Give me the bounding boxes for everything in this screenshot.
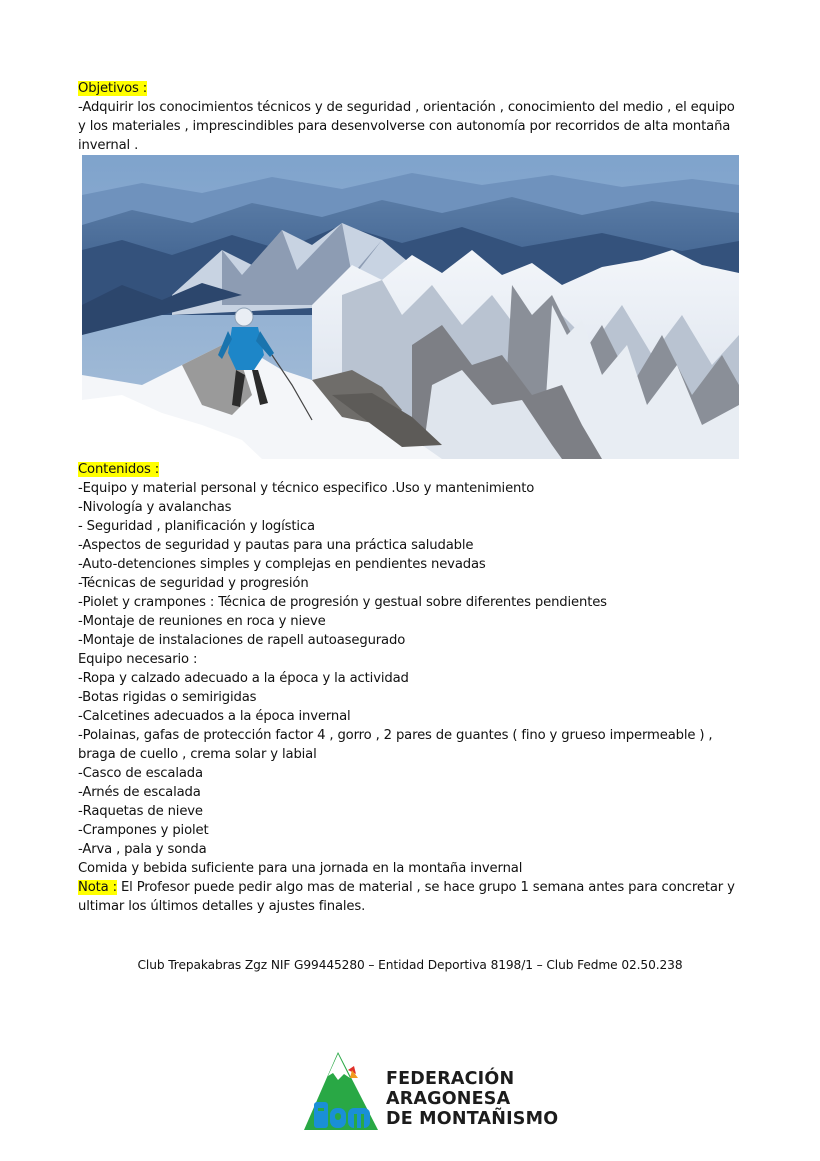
equipo-item: -Raquetas de nieve (78, 804, 203, 819)
equipo-item: -Arva , pala y sonda (78, 842, 207, 857)
contenidos-item: -Piolet y crampones : Técnica de progresión y gestual sobre diferentes pendientes (78, 595, 607, 610)
contenidos-item: -Auto-detenciones simples y complejas en pendientes nevadas (78, 557, 486, 572)
contenidos-item: -Técnicas de seguridad y progresión (78, 576, 309, 591)
contenidos-heading: Contenidos : (78, 462, 160, 477)
equipo-item: -Ropa y calzado adecuado a la época y la actividad (78, 671, 409, 686)
objetivos-line: y los materiales , imprescindibles para desenvolverse con autonomía por recorridos de alta montaña (78, 119, 731, 134)
contenidos-item: -Montaje de instalaciones de rapell autoasegurado (78, 633, 406, 648)
contenidos-item: - Seguridad , planificación y logística (78, 519, 315, 534)
equipo-item: -Casco de escalada (78, 766, 203, 781)
equipo-item: Comida y bebida suficiente para una jornada en la montaña invernal (78, 861, 523, 876)
mountain-photo (82, 155, 739, 459)
objetivos-line: invernal . (78, 138, 139, 153)
equipo-item: -Calcetines adecuados a la época invernal (78, 709, 351, 724)
nota-text: El Profesor puede pedir algo mas de material , se hace grupo 1 semana antes para concretar y (116, 880, 735, 895)
nota-label: Nota : (78, 880, 117, 895)
objetivos-heading: Objetivos : (78, 81, 148, 96)
objetivos-line: -Adquirir los conocimientos técnicos y de seguridad , orientación , conocimiento del medio , el equipo (78, 100, 735, 115)
logo-line3: DE MONTAÑISMO (386, 1109, 559, 1129)
contenidos-item: -Nivología y avalanchas (78, 500, 232, 515)
contenidos-item: -Montaje de reuniones en roca y nieve (78, 614, 326, 629)
equipo-item: -Botas rigidas o semirigidas (78, 690, 257, 705)
club-footer: Club Trepakabras Zgz NIF G99445280 – Entidad Deportiva 8198/1 – Club Fedme 02.50.238 (137, 958, 683, 972)
equipo-item: braga de cuello , crema solar y labial (78, 747, 317, 762)
logo-line2: ARAGONESA (386, 1089, 511, 1109)
equipo-heading: Equipo necesario : (78, 652, 198, 667)
contenidos-section (78, 460, 758, 916)
fam-logo (302, 1050, 559, 1134)
logo-line1: FEDERACIÓN (386, 1069, 515, 1089)
contenidos-item: -Aspectos de seguridad y pautas para una práctica saludable (78, 538, 474, 553)
nota-text-continued: ultimar los últimos detalles y ajustes finales. (78, 899, 366, 914)
equipo-item: -Polainas, gafas de protección factor 4 , gorro , 2 pares de guantes ( fino y grueso impermeable ) , (78, 728, 713, 743)
contenidos-item: -Equipo y material personal y técnico especifico .Uso y mantenimiento (78, 481, 535, 496)
equipo-item: -Arnés de escalada (78, 785, 201, 800)
nota-line (78, 878, 758, 897)
equipo-item: -Crampones y piolet (78, 823, 209, 838)
objetivos-section (78, 79, 758, 155)
